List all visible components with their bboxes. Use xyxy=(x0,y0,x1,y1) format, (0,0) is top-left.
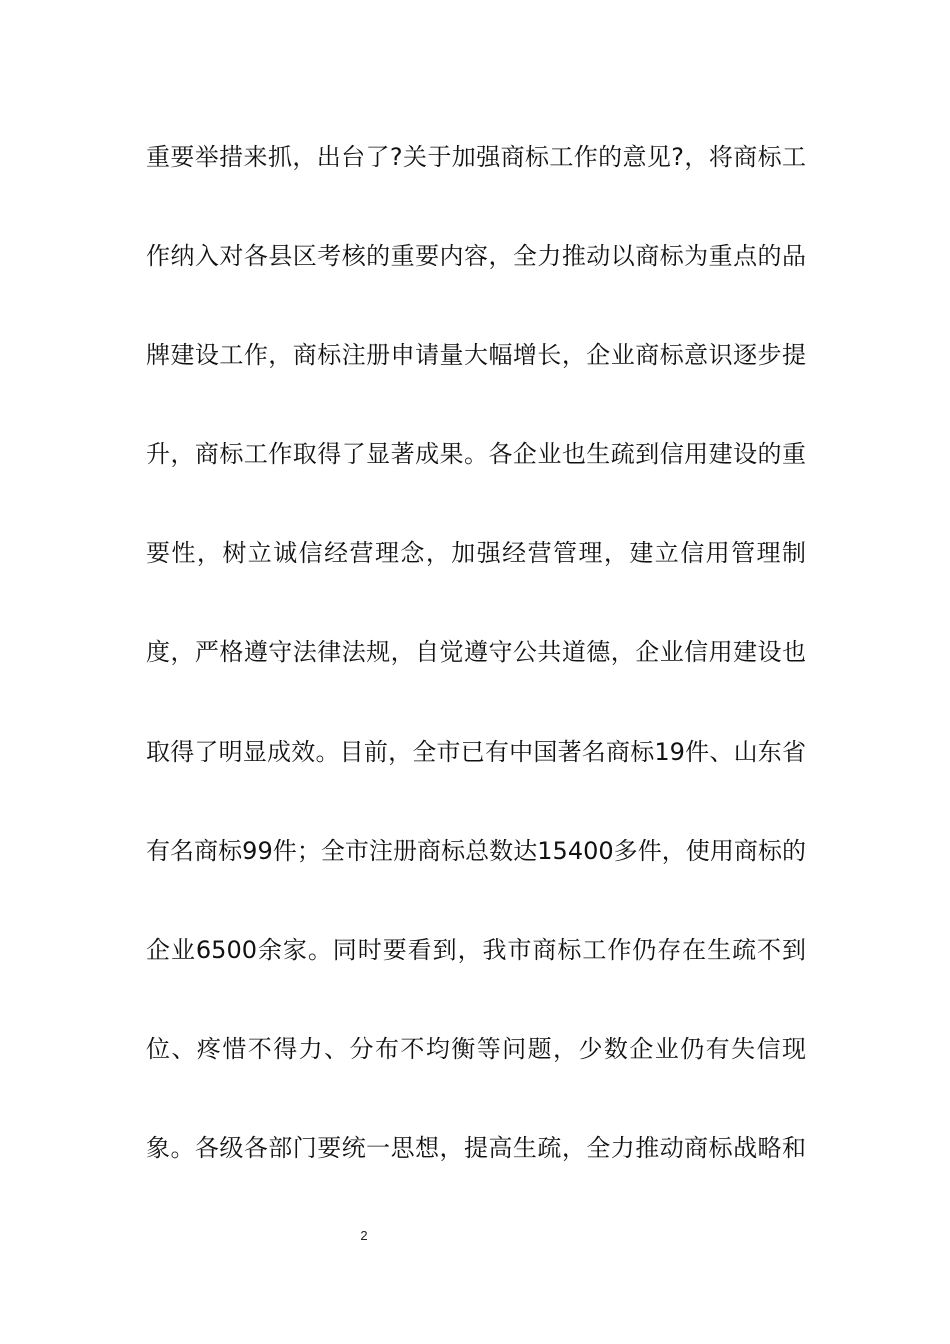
text-line: 取得了明显成效。目前，全市已有中国著名商标19件、山东省 xyxy=(146,737,806,766)
text-line: 度，严格遵守法律法规，自觉遵守公共道德，企业信用建设也 xyxy=(146,638,806,667)
body-text xyxy=(146,132,806,1222)
text-line: 牌建设工作，商标注册申请量大幅增长，企业商标意识逐步提 xyxy=(146,341,806,370)
page-number: 2 xyxy=(360,1228,368,1243)
text-line: 位、疼惜不得力、分布不均衡等问题，少数企业仍有失信现 xyxy=(146,1034,806,1063)
text-line: 升，商标工作取得了显著成果。各企业也生疏到信用建设的重 xyxy=(146,440,806,469)
text-line: 重要举措来抓，出台了?关于加强商标工作的意见?，将商标工 xyxy=(146,143,806,171)
text-line: 象。各级各部门要统一思想，提高生疏，全力推动商标战略和 xyxy=(146,1133,806,1162)
text-line: 有名商标99件；全市注册商标总数达15400多件，使用商标的 xyxy=(146,836,806,865)
text-line: 要性，树立诚信经营理念，加强经营管理，建立信用管理制 xyxy=(146,539,806,568)
text-line: 企业6500余家。同时要看到，我市商标工作仍存在生疏不到 xyxy=(146,935,806,964)
text-line: 作纳入对各县区考核的重要内容，全力推动以商标为重点的品 xyxy=(146,242,806,271)
